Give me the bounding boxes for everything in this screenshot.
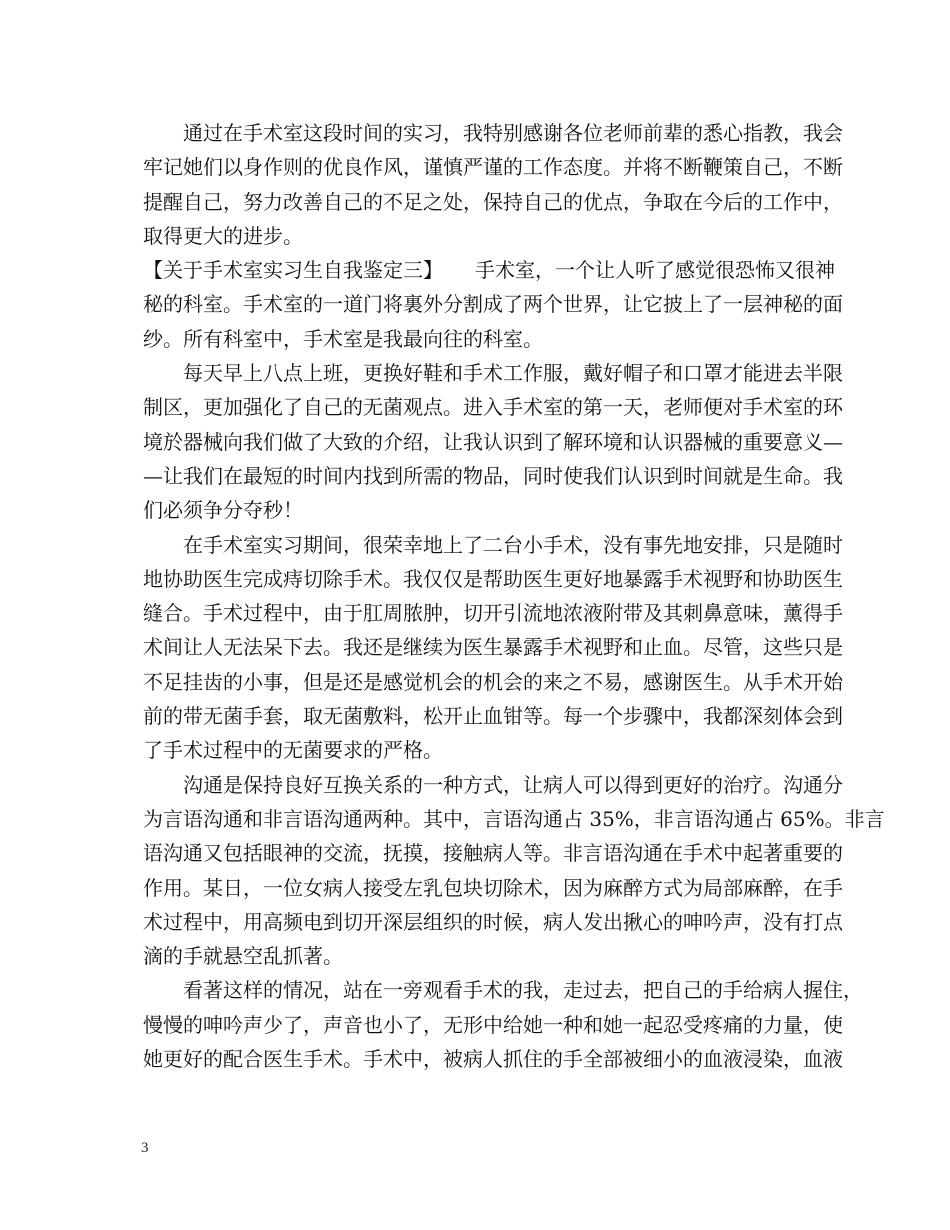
text-line: 制区，更加强化了自己的无菌观点。进入手术室的第一天，老师便对手术室的环	[143, 395, 843, 420]
text-line: 沟通是保持良好互换关系的一种方式，让病人可以得到更好的治疗。沟通分	[183, 772, 843, 797]
text-line: 不足挂齿的小事，但是还是感觉机会的机会的来之不易，感谢医生。从手术开始	[143, 669, 843, 694]
text-line: 前的带无菌手套，取无菌敷料，松开止血钳等。每一个步骤中，我都深刻体会到	[143, 704, 843, 729]
page-number: 3	[141, 1140, 149, 1156]
text-line: 了手术过程中的无菌要求的严格。	[143, 738, 443, 763]
text-line: 作用。某日，一位女病人接受左乳包块切除术，因为麻醉方式为局部麻醉，在手	[143, 875, 843, 900]
text-line: 提醒自己，努力改善自己的不足之处，保持自己的优点，争取在今后的工作中，	[143, 189, 843, 214]
text-line: 术间让人无法呆下去。我还是继续为医生暴露手术视野和止血。尽管，这些只是	[143, 635, 843, 660]
text-line: —让我们在最短的时间内找到所需的物品，同时使我们认识到时间就是生命。我	[143, 463, 843, 488]
text-line: 通过在手术室这段时间的实习，我特别感谢各位老师前辈的悉心指教，我会	[183, 121, 843, 145]
document-body	[143, 116, 885, 1076]
section-heading: 【关于手术室实习生自我鉴定三】	[143, 258, 443, 283]
text-line-inline: 手术室，一个让人听了感觉很恐怖又很神	[475, 258, 835, 283]
text-line: 语沟通又包括眼神的交流，抚摸，接触病人等。非言语沟通在手术中起著重要的	[143, 841, 843, 866]
text-line: 她更好的配合医生手术。手术中，被病人抓住的手全部被细小的血液浸染，血液	[143, 1047, 843, 1072]
text-line: 取得更大的进步。	[143, 223, 303, 248]
text-line: 慢慢的呻吟声少了，声音也小了，无形中给她一种和她一起忍受疼痛的力量，使	[143, 1012, 843, 1037]
text-line: 牢记她们以身作则的优良作风，谨慎严谨的工作态度。并将不断鞭策自己，不断	[143, 155, 843, 180]
text-line: 秘的科室。手术室的一道门将裏外分割成了两个世界，让它披上了一层神秘的面	[143, 292, 843, 317]
text-line: 每天早上八点上班，更换好鞋和手术工作服，戴好帽子和口罩才能进去半限	[183, 361, 843, 386]
text-line: 在手术室实习期间，很荣幸地上了二台小手术，没有事先地安排，只是随时	[183, 532, 843, 557]
text-line: 为言语沟通和非言语沟通两种。其中，言语沟通占 35%，非言语沟通占 65%。非言	[143, 806, 885, 831]
text-line: 们必须争分夺秒！	[143, 498, 303, 523]
text-line: 术过程中，用高频电到切开深层组织的时候，病人发出揪心的呻吟声，没有打点	[143, 909, 843, 934]
text-line: 境於器械向我们做了大致的介绍，让我认识到了解环境和认识器械的重要意义—	[143, 429, 843, 454]
text-line: 看著这样的情况，站在一旁观看手术的我，走过去，把自己的手给病人握住，	[183, 978, 863, 1003]
text-line: 缝合。手术过程中，由于肛周脓肿，切开引流地浓液附带及其刺鼻意味，薰得手	[143, 601, 843, 626]
text-line: 纱。所有科室中，手术室是我最向往的科室。	[143, 326, 543, 351]
section-heading-line	[143, 253, 835, 287]
text-line: 滴的手就悬空乱抓著。	[143, 944, 343, 969]
text-line: 地协助医生完成痔切除手术。我仅仅是帮助医生更好地暴露手术视野和协助医生	[143, 566, 843, 591]
